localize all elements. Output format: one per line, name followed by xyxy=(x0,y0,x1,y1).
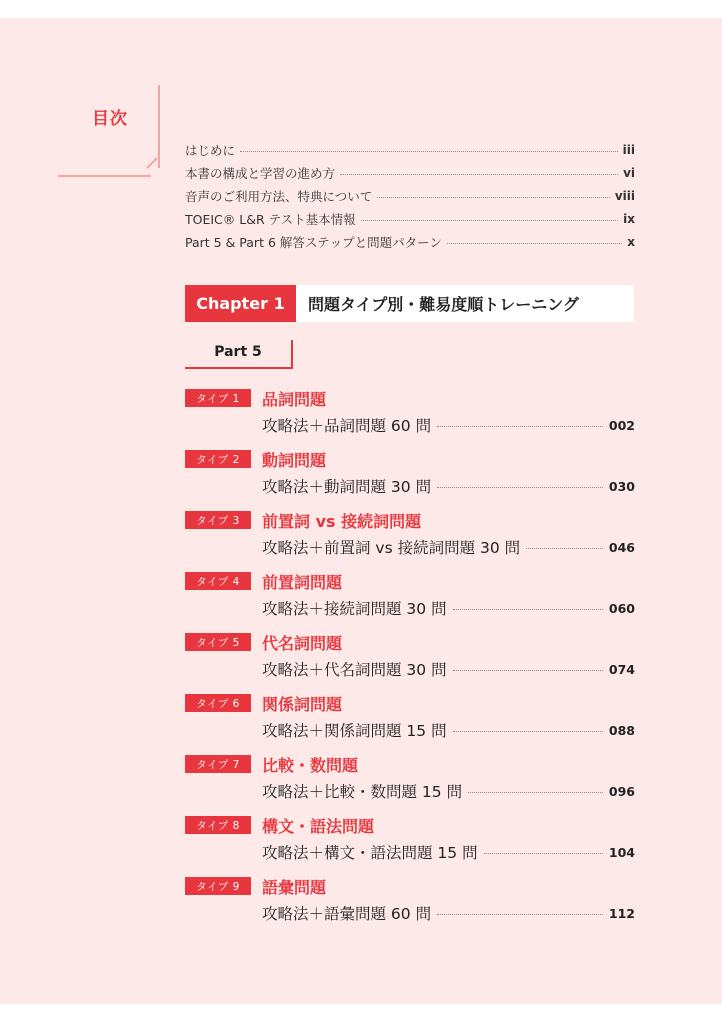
leader-dots xyxy=(526,548,603,549)
leader-dots xyxy=(453,609,603,610)
front-matter-entry[interactable] xyxy=(185,230,635,253)
type-title: 構文・語法問題 xyxy=(262,817,375,836)
type-title: 代名詞問題 xyxy=(262,634,343,653)
type-badge: タイプ 3 xyxy=(185,511,251,529)
toc-heading: 目次 xyxy=(92,109,128,129)
type-title: 比較・数問題 xyxy=(262,756,359,775)
corner-line-horizontal xyxy=(58,175,151,177)
type-title: 動詞問題 xyxy=(262,451,327,470)
entry-page: ix xyxy=(623,211,635,226)
type-title: 品詞問題 xyxy=(262,390,327,409)
type-page: 088 xyxy=(608,722,635,738)
type-line-text: 攻略法＋比較・数問題 15 問 xyxy=(262,783,463,801)
leader-dots xyxy=(361,220,619,221)
type-badge: タイプ 2 xyxy=(185,450,251,468)
type-line-text: 攻略法＋語彙問題 60 問 xyxy=(262,905,432,923)
type-page: 074 xyxy=(608,661,635,677)
leader-dots xyxy=(447,243,622,244)
type-line-text: 攻略法＋関係詞問題 15 問 xyxy=(262,722,447,740)
type-entry[interactable] xyxy=(185,572,635,633)
type-entry[interactable] xyxy=(185,389,635,450)
type-line xyxy=(262,841,635,863)
part-tab[interactable]: Part 5 xyxy=(185,340,293,369)
front-matter-entry[interactable] xyxy=(185,184,635,207)
leader-dots xyxy=(377,197,610,198)
type-entry[interactable] xyxy=(185,633,635,694)
type-entry[interactable] xyxy=(185,755,635,816)
type-page: 030 xyxy=(608,478,635,494)
entry-page: x xyxy=(627,234,635,249)
type-line-text: 攻略法＋動詞問題 30 問 xyxy=(262,478,432,496)
type-badge: タイプ 6 xyxy=(185,694,251,712)
type-title: 前置詞 vs 接続詞問題 xyxy=(262,512,422,531)
type-line-text: 攻略法＋構文・語法問題 15 問 xyxy=(262,844,478,862)
leader-dots xyxy=(453,731,603,732)
type-entry[interactable] xyxy=(185,816,635,877)
type-line-text: 攻略法＋接続詞問題 30 問 xyxy=(262,600,447,618)
type-badge: タイプ 9 xyxy=(185,877,251,895)
type-entry[interactable] xyxy=(185,450,635,511)
type-list xyxy=(185,389,635,938)
leader-dots xyxy=(240,151,618,152)
toc-page xyxy=(0,18,722,1004)
entry-title: 本書の構成と学習の進め方 xyxy=(185,165,336,181)
leader-dots xyxy=(453,670,603,671)
entry-title: 音声のご利用方法、特典について xyxy=(185,188,373,204)
type-entry[interactable] xyxy=(185,511,635,572)
type-title: 語彙問題 xyxy=(262,878,327,897)
type-entry[interactable] xyxy=(185,694,635,755)
type-line xyxy=(262,658,635,680)
entry-title: TOEIC® L&R テスト基本情報 xyxy=(185,211,356,227)
type-line xyxy=(262,780,635,802)
entry-title: はじめに xyxy=(185,142,236,158)
entry-title: Part 5 & Part 6 解答ステップと問題パターン xyxy=(185,234,442,250)
type-badge: タイプ 5 xyxy=(185,633,251,651)
entry-page: vi xyxy=(623,165,635,180)
type-badge: タイプ 4 xyxy=(185,572,251,590)
type-line-text: 攻略法＋前置詞 vs 接続詞問題 30 問 xyxy=(262,539,521,557)
front-matter-entry[interactable] xyxy=(185,161,635,184)
corner-line-vertical xyxy=(158,85,160,168)
type-page: 002 xyxy=(608,417,635,433)
leader-dots xyxy=(468,792,603,793)
leader-dots xyxy=(340,174,618,175)
type-badge: タイプ 7 xyxy=(185,755,251,773)
chapter-title: 問題タイプ別・難易度順トレーニング xyxy=(308,295,579,314)
leader-dots xyxy=(437,426,603,427)
leader-dots xyxy=(484,853,603,854)
type-badge: タイプ 1 xyxy=(185,389,251,407)
front-matter-list xyxy=(185,138,635,253)
type-line xyxy=(262,414,635,436)
front-matter-entry[interactable] xyxy=(185,138,635,161)
type-line xyxy=(262,475,635,497)
chapter-heading[interactable] xyxy=(185,285,634,322)
type-badge: タイプ 8 xyxy=(185,816,251,834)
type-page: 046 xyxy=(608,539,635,555)
type-line xyxy=(262,719,635,741)
type-line xyxy=(262,597,635,619)
leader-dots xyxy=(437,487,603,488)
type-entry[interactable] xyxy=(185,877,635,938)
type-line xyxy=(262,536,635,558)
type-page: 112 xyxy=(608,905,635,921)
front-matter-entry[interactable] xyxy=(185,207,635,230)
type-page: 060 xyxy=(608,600,635,616)
leader-dots xyxy=(437,914,603,915)
type-page: 104 xyxy=(608,844,635,860)
entry-page: iii xyxy=(622,142,635,157)
corner-line-diagonal xyxy=(146,157,157,168)
type-line-text: 攻略法＋代名詞問題 30 問 xyxy=(262,661,447,679)
entry-page: viii xyxy=(614,188,635,203)
chapter-tag: Chapter 1 xyxy=(185,285,296,322)
type-title: 前置詞問題 xyxy=(262,573,343,592)
type-line-text: 攻略法＋品詞問題 60 問 xyxy=(262,417,432,435)
type-line xyxy=(262,902,635,924)
type-page: 096 xyxy=(608,783,635,799)
type-title: 関係詞問題 xyxy=(262,695,343,714)
